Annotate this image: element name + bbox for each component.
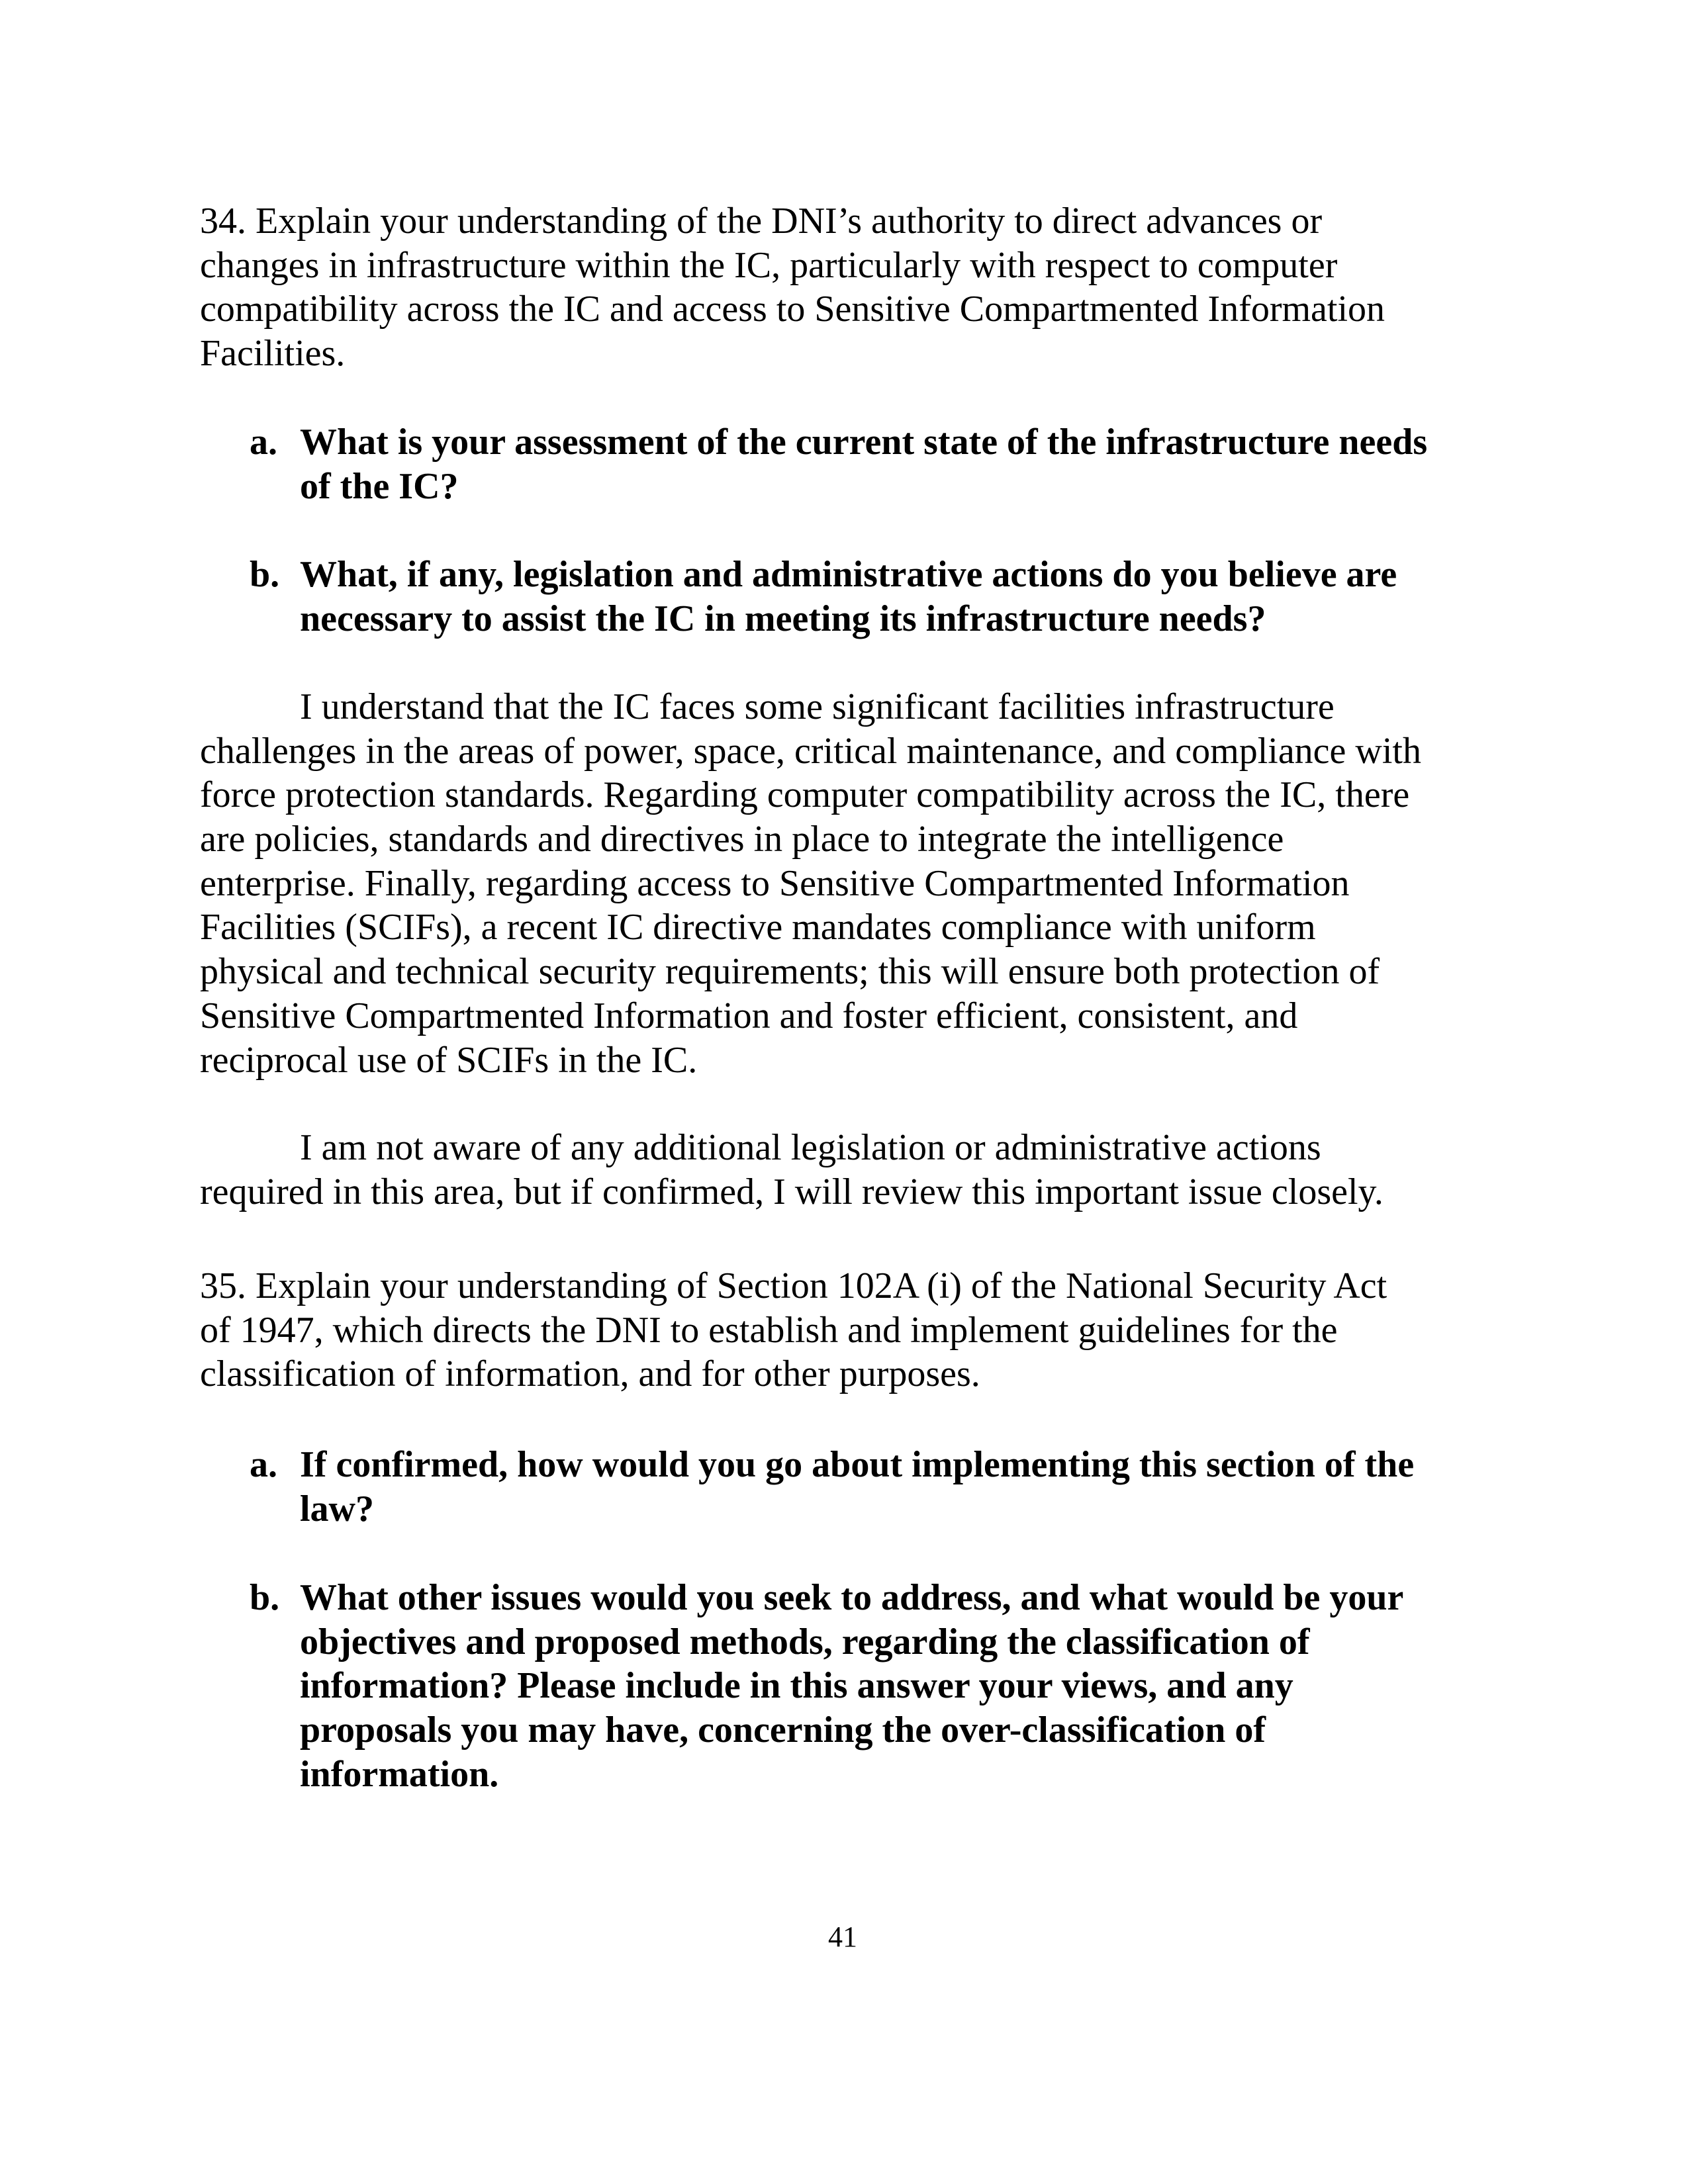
- answer-line: Facilities (SCIFs), a recent IC directive mandates compliance with uniform: [200, 907, 1316, 948]
- question-34-line: Facilities.: [200, 333, 346, 375]
- answer-line: enterprise. Finally, regarding access to Sensitive Compartmented Information: [200, 862, 1350, 904]
- list-marker-b: b.: [250, 1577, 280, 1618]
- question-34-line: compatibility across the IC and access to Sensitive Compartmented Information: [200, 289, 1385, 330]
- question-35-line: 35. Explain your understanding of Section 102A (i) of the National Security Act: [200, 1265, 1387, 1306]
- list-marker-a: a.: [250, 422, 277, 463]
- answer-paragraph-2: [200, 1126, 1497, 1214]
- page-number: 41: [828, 1921, 857, 1953]
- subquestion-line: If confirmed, how would you go about implementing this section of the: [300, 1444, 1415, 1485]
- answer-line: I am not aware of any additional legislation or administrative actions: [300, 1127, 1321, 1168]
- question-35-line: of 1947, which directs the DNI to establish and implement guidelines for the: [200, 1309, 1338, 1351]
- subquestion-line: What, if any, legislation and administrative actions do you believe are: [300, 554, 1397, 595]
- subquestion-line: information? Please include in this answer your views, and any: [300, 1665, 1293, 1707]
- subquestion-line: law?: [300, 1488, 374, 1529]
- question-35-subquestion-a: [250, 1443, 1507, 1531]
- subquestion-line: What is your assessment of the current state of the infrastructure needs: [300, 422, 1428, 463]
- question-35: [200, 1264, 1497, 1396]
- answer-line: I understand that the IC faces some significant facilities infrastructure: [300, 686, 1335, 727]
- answer-line: reciprocal use of SCIFs in the IC.: [200, 1039, 698, 1081]
- answer-line: are policies, standards and directives in place to integrate the intelligence: [200, 819, 1284, 860]
- question-34-line: 34. Explain your understanding of the DNI’s authority to direct advances or: [200, 201, 1323, 242]
- list-marker-b: b.: [250, 554, 280, 595]
- subquestion-line: proposals you may have, concerning the over-classification of: [300, 1709, 1266, 1751]
- question-34: [200, 199, 1497, 376]
- subquestion-line: What other issues would you seek to address, and what would be your: [300, 1577, 1404, 1618]
- question-35-subquestion-b: [250, 1576, 1507, 1796]
- answer-line: physical and technical security requirements; this will ensure both protection of: [200, 951, 1380, 993]
- question-35-line: classification of information, and for other purposes.: [200, 1353, 980, 1395]
- question-34-subquestion-a: [250, 420, 1507, 508]
- answer-line: required in this area, but if confirmed, I will review this important issue closely.: [200, 1171, 1383, 1212]
- answer-line: force protection standards. Regarding computer compatibility across the IC, there: [200, 774, 1410, 816]
- subquestion-line: of the IC?: [300, 465, 459, 507]
- subquestion-line: necessary to assist the IC in meeting its infrastructure needs?: [300, 598, 1266, 639]
- list-marker-a: a.: [250, 1444, 277, 1485]
- question-34-subquestion-b: [250, 553, 1507, 641]
- answer-line: Sensitive Compartmented Information and foster efficient, consistent, and: [200, 995, 1298, 1036]
- answer-paragraph-1: [200, 685, 1497, 1082]
- answer-line: challenges in the areas of power, space, critical maintenance, and compliance with: [200, 730, 1421, 772]
- subquestion-line: objectives and proposed methods, regarding the classification of: [300, 1621, 1310, 1662]
- question-34-line: changes in infrastructure within the IC, particularly with respect to computer: [200, 244, 1338, 286]
- subquestion-line: information.: [300, 1753, 499, 1795]
